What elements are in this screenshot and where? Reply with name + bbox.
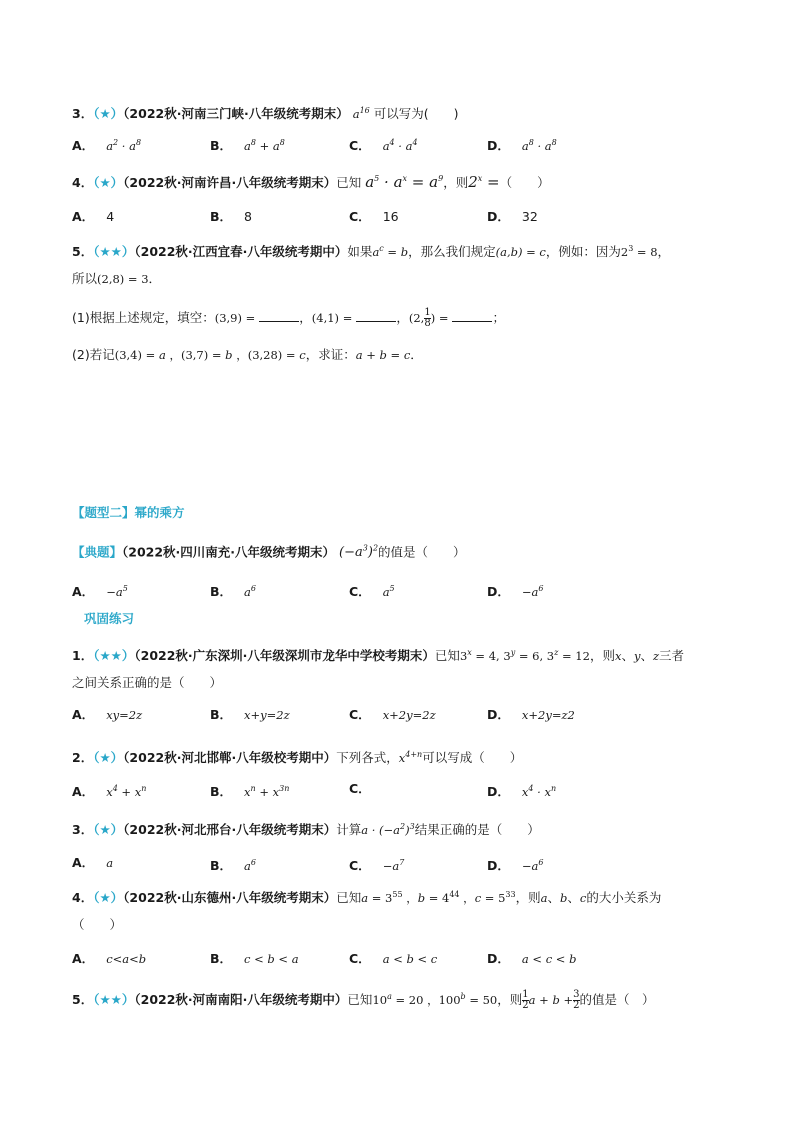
practice-question-4: 4．（★）（2022秋·山东德州·八年级统考期末）已知$a = 3^{55}$ ，$b = 4^{44}$ ，$c = 5^{33}$，则a、b、c的大小关系为: [72, 889, 662, 905]
option-a[interactable]: A． 4: [72, 209, 115, 224]
practice-question-3: 3．（★）（2022秋·河北邢台·八年级统考期末）计算$a \cdot (-a^2)^3$结果正确的是（ ）: [72, 821, 540, 837]
answer-blank[interactable]: [452, 309, 492, 322]
practice-question-4-cont: （ ）: [72, 917, 123, 932]
math-expr: (2,8) = 3: [97, 272, 149, 286]
practice-question-5: 5．（★★）（2022秋·河南南阳·八年级统考期中）已知$10^a = 20$ ，$100^b = 50$，则 $\frac{1}{2}$ a + b + $\frac{3}{2}$ 的值是（ ）: [72, 988, 655, 1011]
option-c[interactable]: C． x+2y=2z: [349, 707, 436, 722]
option-b[interactable]: B． 8: [210, 209, 252, 224]
option-b[interactable]: B． $a^8 + a^8$: [210, 137, 285, 153]
question-5: 5．（★★）（2022秋·江西宜春·八年级统考期中）如果$a^c = b$，那么我们规定(a,b) = c，例如：因为$2^3 = 8$，: [72, 243, 671, 259]
option-math: $a^2 \cdot a^8$: [106, 138, 142, 153]
difficulty-stars: （★★）: [93, 243, 135, 259]
option-b[interactable]: B． c < b < a: [210, 951, 299, 966]
question-5-part1: (1)根据上述规定，填空：(3,9) = ，(4,1) = ，(2, $\frac{1}{8}$ ) = ；: [72, 307, 505, 329]
option-d[interactable]: D． $-a^6$: [487, 857, 544, 873]
question-source: （2022秋·河北邯郸·八年级校考期中）: [123, 749, 337, 765]
option-d[interactable]: D． a < c < b: [487, 951, 577, 966]
option-math: $a^8 \cdot a^8$: [521, 138, 557, 153]
option-d[interactable]: D． 32: [487, 209, 538, 224]
option-c[interactable]: C． a < b < c: [349, 951, 438, 966]
option-b[interactable]: B． x+y=2z: [210, 707, 290, 722]
option-c[interactable]: C． $a^4 \cdot a^4$: [349, 137, 418, 153]
option-a[interactable]: A． $-a^5$: [72, 583, 128, 599]
question-source: （2022秋·江西宜春·八年级统考期中）: [134, 243, 348, 259]
difficulty-stars: （★★）: [93, 991, 135, 1007]
section-title: 【题型二】幂的乘方: [72, 505, 185, 520]
question-5-part2: (2)若记(3,4) = a ，(3,7) = b ，(3,28) = c，求证：a + b = c．: [72, 347, 423, 362]
difficulty-stars: （★）: [93, 175, 124, 190]
math-expr: $2^3 = 8$: [620, 244, 658, 259]
option-math: $a^4 \cdot a^4$: [382, 138, 418, 153]
example-label: 【典题】: [72, 544, 123, 560]
option-d[interactable]: D． $a^8 \cdot a^8$: [487, 137, 557, 153]
option-b[interactable]: B． $a^6$: [210, 857, 256, 873]
practice-question-2: 2．（★）（2022秋·河北邯郸·八年级校考期中）下列各式，$x^{4+n}$可以写成（ ）: [72, 749, 523, 765]
question-source: （2022秋·河南南阳·八年级统考期中）: [134, 991, 348, 1007]
math-expr: (a,b) = c: [495, 244, 546, 259]
option-c[interactable]: C．: [349, 781, 371, 796]
option-c[interactable]: C． $-a^7$: [349, 857, 405, 873]
math-expr: $2^x$ =: [468, 173, 500, 191]
example-question: 【典题】（2022秋·四川南充·八年级统考期末） $(-a^3)^2$的值是（ ）: [72, 544, 466, 561]
difficulty-stars: （★）: [93, 105, 124, 121]
fraction: $\frac{3}{2}$: [573, 988, 580, 1011]
math-expr: $a^{16}$: [352, 106, 370, 121]
question-number: 4．: [72, 175, 94, 190]
answer-blank[interactable]: [356, 309, 396, 322]
math-expr: $a^c = b$: [372, 244, 409, 259]
option-b[interactable]: B． $x^n + x^{3n}$: [210, 783, 290, 799]
question-source: （2022秋·山东德州·八年级统考期末）: [123, 889, 337, 905]
question-source: （2022秋·广东深圳·八年级深圳市龙华中学校考期末）: [134, 647, 435, 663]
math-expr: $a^5 \cdot a^x = a^9$: [365, 173, 444, 191]
option-b[interactable]: B． $a^6$: [210, 583, 256, 599]
option-d[interactable]: D． $-a^6$: [487, 583, 544, 599]
question-number: 5．: [72, 243, 94, 259]
question-4: 4．（★）（2022秋·河南许昌·八年级统考期末）已知 $a^5 \cdot a^x = a^9$，则$2^x$ =（ ）: [72, 173, 550, 191]
option-a[interactable]: A． xy=2z: [72, 707, 143, 722]
answer-blank[interactable]: [259, 309, 299, 322]
fraction: $\frac{1}{2}$: [522, 988, 529, 1011]
practice-question-1: 1．（★★）（2022秋·广东深圳·八年级深圳市龙华中学校考期末）已知$3^x = 4$, $3^y = 6$, $3^z = 12$，则x、y、z三者: [72, 647, 685, 663]
option-math: $a^8 + a^8$: [244, 138, 285, 153]
option-a[interactable]: A． a: [72, 855, 114, 870]
question-5-cont: 所以(2,8) = 3．: [72, 271, 162, 286]
practice-question-1-cont: 之间关系正确的是（ ）: [72, 675, 223, 690]
option-a[interactable]: A． $x^4 + x^n$: [72, 783, 147, 799]
option-c[interactable]: C． 16: [349, 209, 399, 224]
question-3: [72, 102, 459, 123]
difficulty-stars: （★★）: [93, 647, 135, 663]
question-number: 3．: [72, 105, 94, 121]
option-a[interactable]: A． $a^2 \cdot a^8$: [72, 137, 142, 153]
question-source: （2022秋·河北邢台·八年级统考期末）: [123, 821, 337, 837]
option-d[interactable]: D． $x^4 \cdot x^n$: [487, 783, 557, 799]
option-a[interactable]: A． c<a<b: [72, 951, 147, 966]
question-source: （2022秋·四川南充·八年级统考期末）: [122, 544, 336, 560]
option-d[interactable]: D． x+2y=z2: [487, 707, 575, 722]
difficulty-stars: （★）: [93, 821, 124, 837]
question-source: （2022秋·河南许昌·八年级统考期末）: [123, 175, 337, 190]
practice-title: 巩固练习: [84, 611, 135, 626]
question-source: （2022秋·河南三门峡·八年级统考期末）: [123, 105, 349, 121]
question-stem: 可以写为( ): [373, 105, 459, 121]
difficulty-stars: （★）: [93, 889, 124, 905]
difficulty-stars: （★）: [93, 749, 124, 765]
math-expr: $(-a^3)^2$: [339, 544, 379, 561]
option-c[interactable]: C． $a^5$: [349, 583, 395, 599]
fraction: $\frac{1}{8}$: [424, 307, 431, 329]
